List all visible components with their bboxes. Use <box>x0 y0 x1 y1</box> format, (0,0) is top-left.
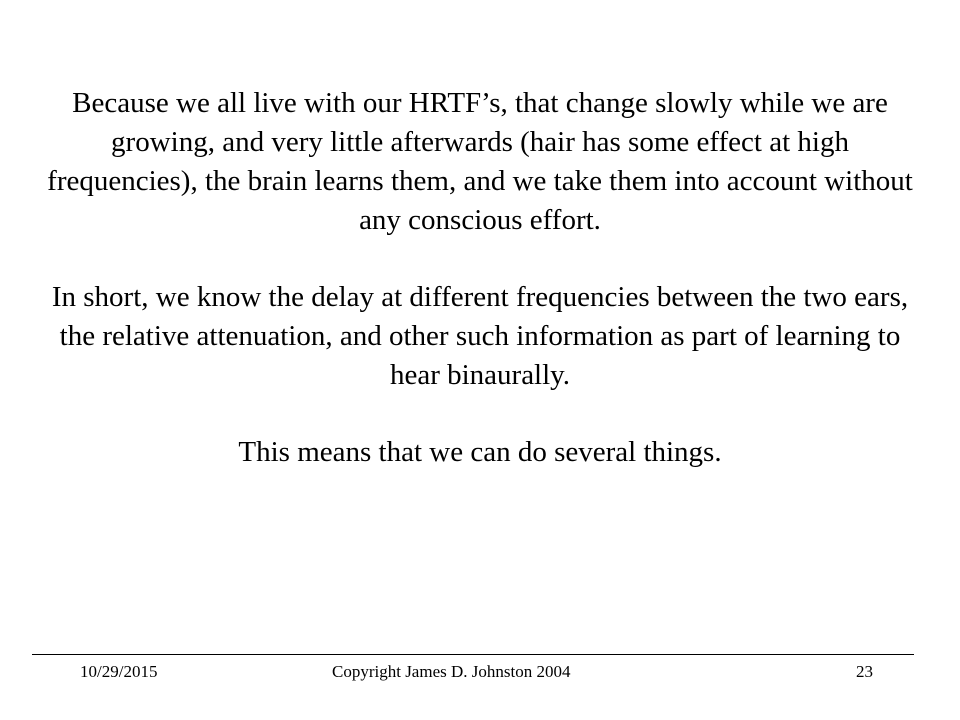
footer-date: 10/29/2015 <box>80 662 158 681</box>
paragraph-several-things: This means that we can do several things. <box>238 436 722 468</box>
footer-copyright: Copyright James D. Johnston 2004 <box>332 662 571 681</box>
footer-divider <box>32 654 914 655</box>
footer-page-number: 23 <box>856 662 873 681</box>
paragraph-binaural-knowledge: In short, we know the delay at different frequencies between the two ears, the relative attenuation, and other such information as part of learning to hear binaurally. <box>51 281 909 391</box>
slide-body <box>40 84 920 472</box>
paragraph-hrtf-learning: Because we all live with our HRTF’s, that change slowly while we are growing, and very little afterwards (hair has some effect at high frequencies), the brain learns them, and we take them into account without any conscious effort. <box>47 87 913 236</box>
